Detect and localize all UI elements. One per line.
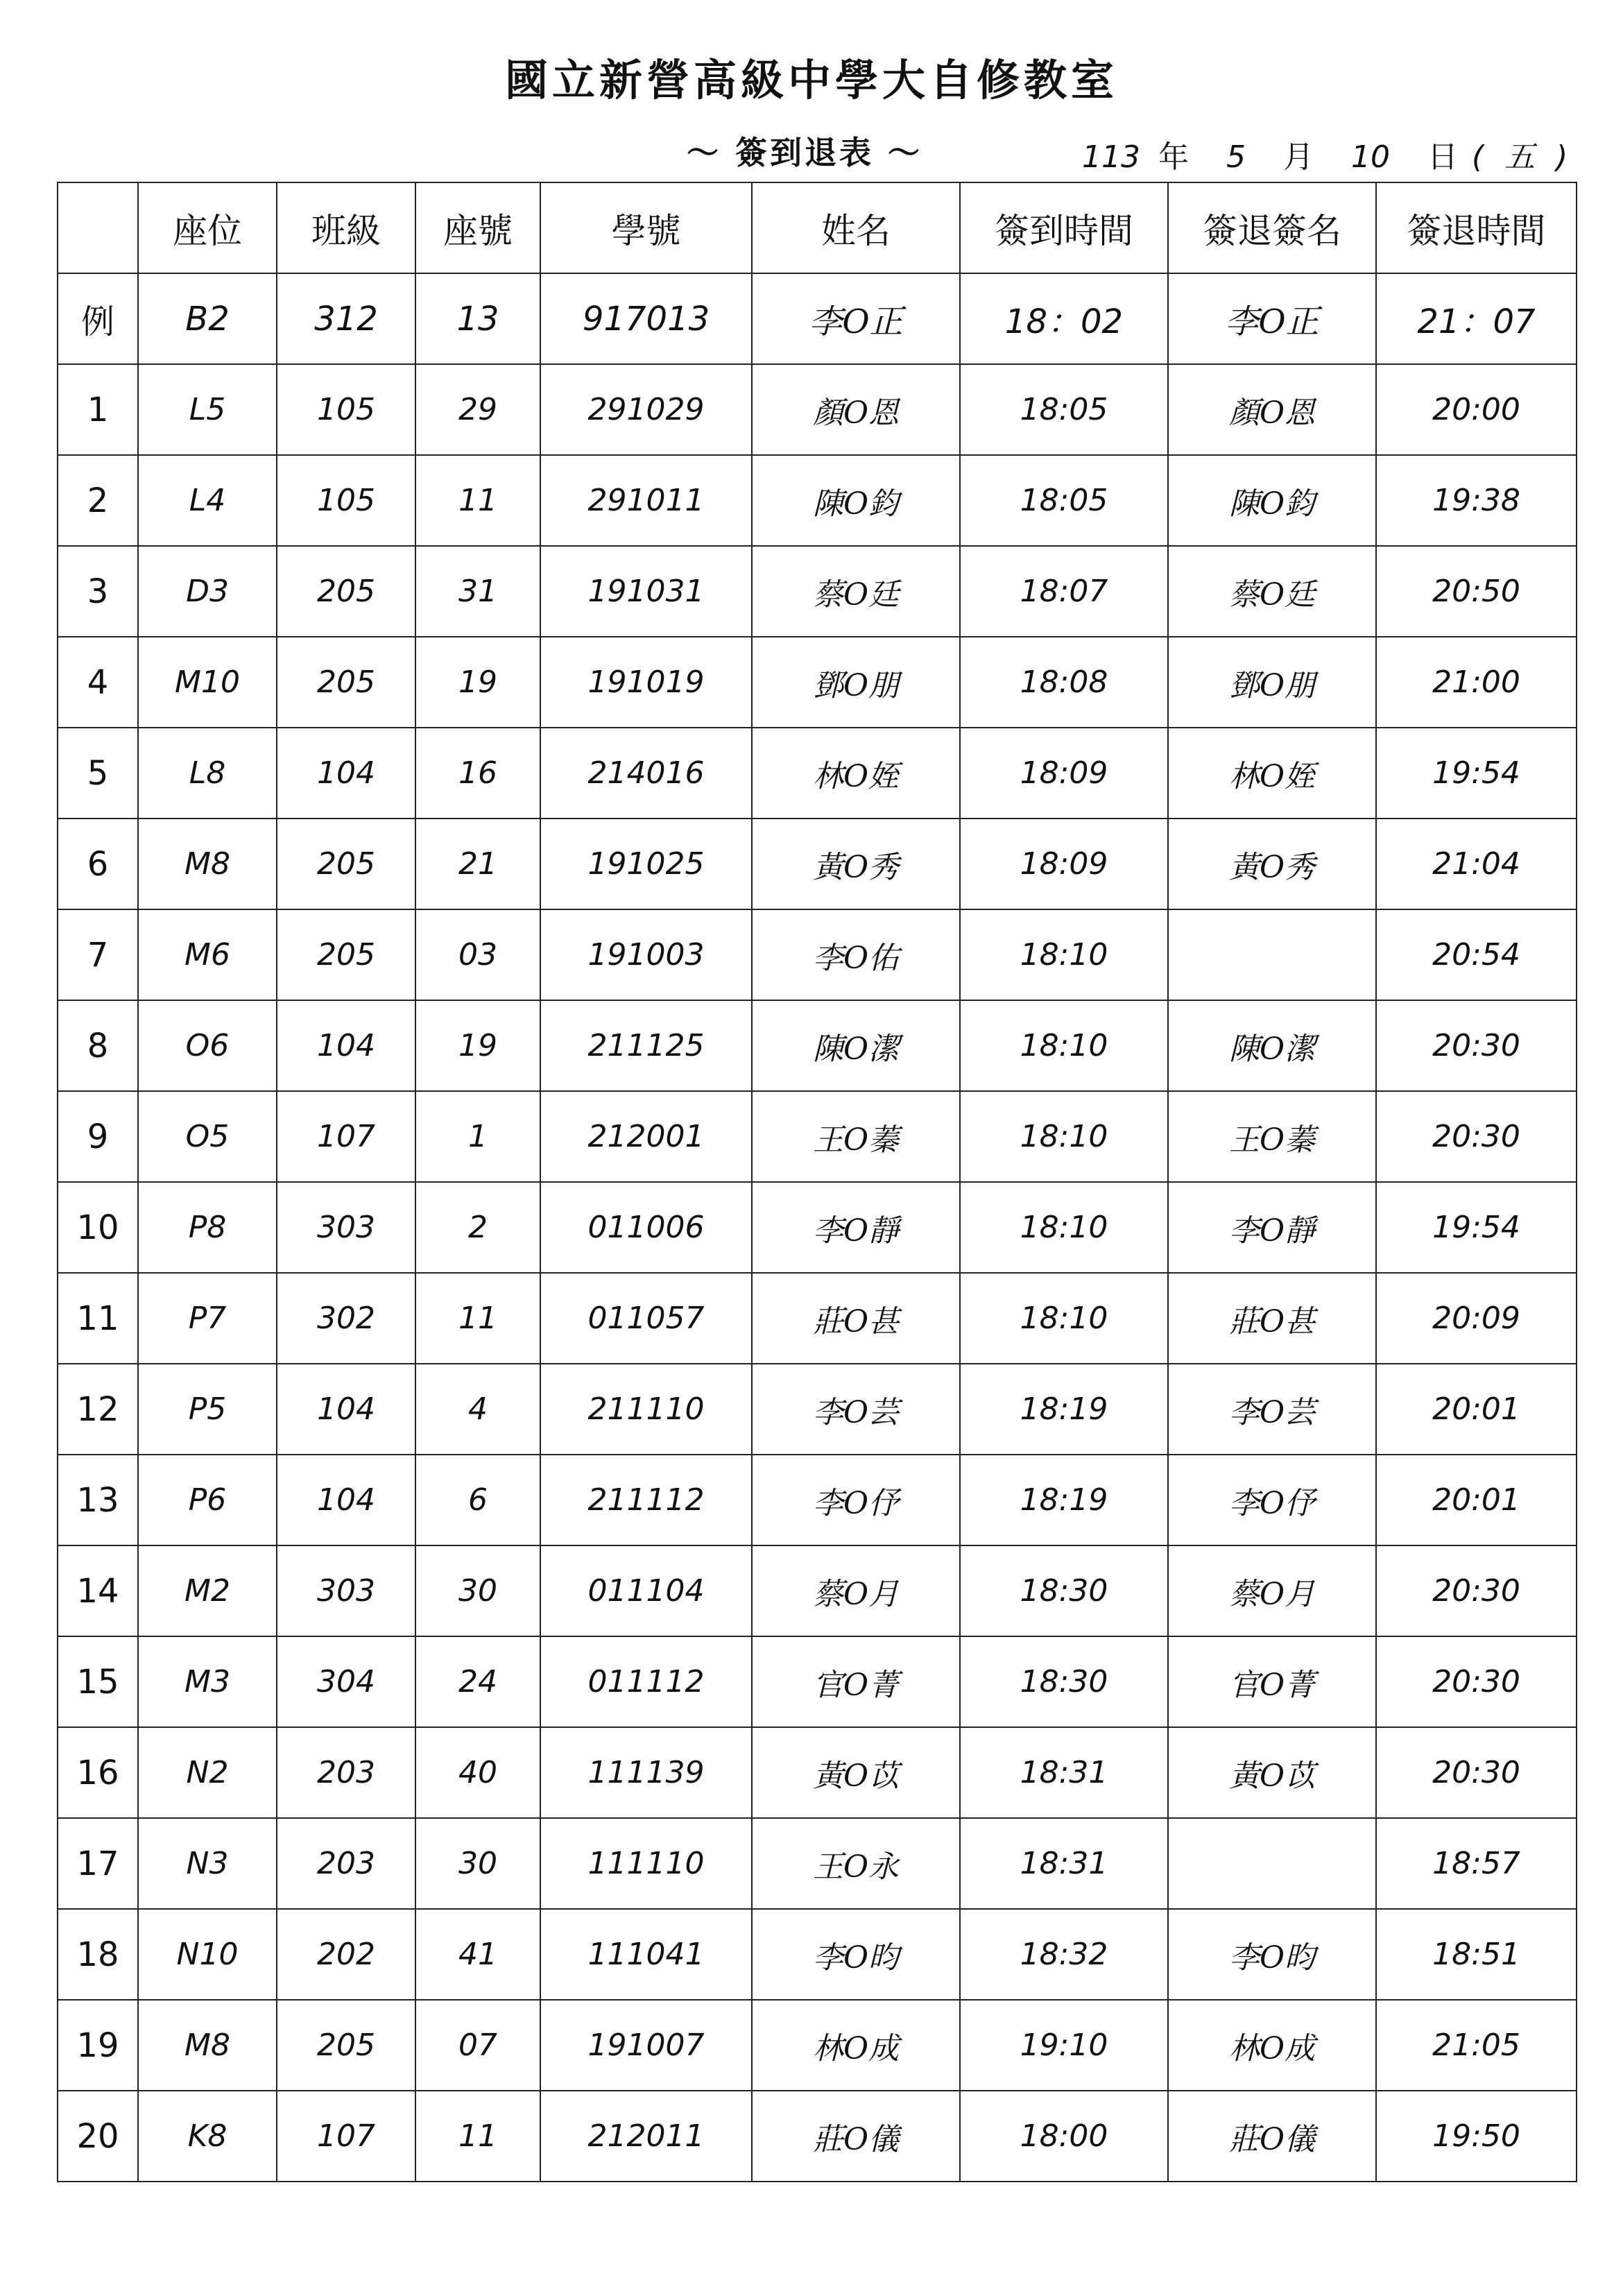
- cell-sign-out-signature: 陳O鈞: [1168, 455, 1376, 546]
- cell-seat: M2: [138, 1545, 277, 1636]
- cell-seat-number: 29: [415, 364, 540, 455]
- cell-seat: M10: [138, 637, 277, 728]
- date-month: 5: [1226, 139, 1246, 175]
- table-row: [58, 1545, 1577, 1636]
- cell-sign-in-time: 18:00: [960, 2091, 1168, 2182]
- cell-name: 李O正: [752, 273, 960, 364]
- cell-seat-number: 31: [415, 546, 540, 637]
- header-sign-out-time: 簽退時間: [1376, 182, 1577, 273]
- date-day: 10: [1350, 139, 1390, 175]
- header-sign-out-signature: 簽退簽名: [1168, 182, 1376, 273]
- header-seat: 座位: [138, 182, 277, 273]
- cell-sign-out-signature: 蔡O月: [1168, 1545, 1376, 1636]
- cell-name: 王O永: [752, 1818, 960, 1909]
- cell-sign-out-time: 21:05: [1376, 2000, 1577, 2091]
- cell-row-number: 11: [58, 1273, 138, 1364]
- table-row: [58, 637, 1577, 728]
- cell-sign-in-time: 18:10: [960, 1000, 1168, 1091]
- cell-sign-out-signature: 黃O苡: [1168, 1727, 1376, 1818]
- cell-class: 202: [277, 1909, 415, 2000]
- cell-sign-out-signature: 黃O秀: [1168, 819, 1376, 909]
- cell-student-id: 291011: [540, 455, 752, 546]
- table-row: [58, 909, 1577, 1000]
- cell-student-id: 917013: [540, 273, 752, 364]
- header-student-id: 學號: [540, 182, 752, 273]
- cell-seat: K8: [138, 2091, 277, 2182]
- cell-sign-out-time: 18:51: [1376, 1909, 1577, 2000]
- cell-student-id: 011006: [540, 1182, 752, 1273]
- cell-seat: P8: [138, 1182, 277, 1273]
- table-row: [58, 1636, 1577, 1727]
- date-day-unit: 日: [1427, 139, 1458, 175]
- cell-sign-out-signature: [1168, 909, 1376, 1000]
- sign-in-out-table: [57, 182, 1577, 2182]
- cell-class: 107: [277, 1091, 415, 1182]
- cell-sign-out-signature: 莊O甚: [1168, 1273, 1376, 1364]
- cell-student-id: 111139: [540, 1727, 752, 1818]
- table-header-row: [58, 182, 1577, 273]
- cell-name: 陳O潔: [752, 1000, 960, 1091]
- cell-row-number: 14: [58, 1545, 138, 1636]
- cell-seat-number: 6: [415, 1455, 540, 1545]
- cell-name: 黃O苡: [752, 1727, 960, 1818]
- cell-class: 205: [277, 637, 415, 728]
- cell-sign-out-time: 20:54: [1376, 909, 1577, 1000]
- table-row: [58, 1091, 1577, 1182]
- cell-sign-out-signature: 王O蓁: [1168, 1091, 1376, 1182]
- cell-sign-out-time: 20:30: [1376, 1091, 1577, 1182]
- date-year-unit: 年: [1158, 139, 1189, 175]
- cell-sign-out-signature: [1168, 1818, 1376, 1909]
- table-row: [58, 455, 1577, 546]
- cell-sign-in-time: 18:30: [960, 1636, 1168, 1727]
- cell-name: 顏O恩: [752, 364, 960, 455]
- cell-sign-out-time: 21:04: [1376, 819, 1577, 909]
- cell-sign-out-signature: 李O伃: [1168, 1455, 1376, 1545]
- cell-row-number: 例: [58, 273, 138, 364]
- table-row: [58, 1909, 1577, 2000]
- cell-sign-out-time: 19:54: [1376, 728, 1577, 819]
- cell-class: 303: [277, 1182, 415, 1273]
- cell-name: 李O佑: [752, 909, 960, 1000]
- cell-sign-out-time: 18:57: [1376, 1818, 1577, 1909]
- table-row: [58, 1455, 1577, 1545]
- cell-sign-out-signature: 蔡O廷: [1168, 546, 1376, 637]
- cell-seat: P7: [138, 1273, 277, 1364]
- cell-class: 203: [277, 1818, 415, 1909]
- cell-sign-out-time: 21：07: [1376, 273, 1577, 364]
- cell-seat: D3: [138, 546, 277, 637]
- cell-seat-number: 24: [415, 1636, 540, 1727]
- cell-seat-number: 03: [415, 909, 540, 1000]
- cell-row-number: 7: [58, 909, 138, 1000]
- cell-row-number: 5: [58, 728, 138, 819]
- cell-sign-in-time: 18:10: [960, 909, 1168, 1000]
- cell-student-id: 212011: [540, 2091, 752, 2182]
- cell-seat-number: 21: [415, 819, 540, 909]
- form-date: [1082, 132, 1588, 176]
- cell-sign-out-time: 20:30: [1376, 1727, 1577, 1818]
- cell-row-number: 1: [58, 364, 138, 455]
- cell-seat-number: 2: [415, 1182, 540, 1273]
- cell-seat: M6: [138, 909, 277, 1000]
- cell-row-number: 15: [58, 1636, 138, 1727]
- table-row: [58, 1727, 1577, 1818]
- table-row: [58, 819, 1577, 909]
- cell-class: 105: [277, 455, 415, 546]
- cell-sign-in-time: 18:10: [960, 1091, 1168, 1182]
- cell-name: 官O菁: [752, 1636, 960, 1727]
- cell-class: 104: [277, 728, 415, 819]
- cell-sign-out-signature: 鄧O朋: [1168, 637, 1376, 728]
- cell-student-id: 191003: [540, 909, 752, 1000]
- cell-row-number: 17: [58, 1818, 138, 1909]
- cell-class: 304: [277, 1636, 415, 1727]
- cell-student-id: 214016: [540, 728, 752, 819]
- cell-name: 陳O鈞: [752, 455, 960, 546]
- cell-class: 203: [277, 1727, 415, 1818]
- cell-seat-number: 40: [415, 1727, 540, 1818]
- cell-sign-in-time: 18:19: [960, 1364, 1168, 1455]
- cell-sign-in-time: 18:10: [960, 1273, 1168, 1364]
- table-row: [58, 2000, 1577, 2091]
- cell-row-number: 3: [58, 546, 138, 637]
- cell-name: 黃O秀: [752, 819, 960, 909]
- cell-student-id: 191025: [540, 819, 752, 909]
- cell-sign-in-time: 18：02: [960, 273, 1168, 364]
- cell-sign-out-time: 20:00: [1376, 364, 1577, 455]
- table-row: [58, 364, 1577, 455]
- cell-sign-out-signature: 李O靜: [1168, 1182, 1376, 1273]
- cell-class: 104: [277, 1364, 415, 1455]
- table-row: [58, 546, 1577, 637]
- cell-sign-out-signature: 官O菁: [1168, 1636, 1376, 1727]
- cell-sign-in-time: 18:31: [960, 1818, 1168, 1909]
- cell-row-number: 12: [58, 1364, 138, 1455]
- cell-name: 林O成: [752, 2000, 960, 2091]
- cell-name: 李O伃: [752, 1455, 960, 1545]
- cell-seat-number: 11: [415, 1273, 540, 1364]
- cell-sign-out-time: 20:09: [1376, 1273, 1577, 1364]
- cell-sign-out-signature: 李O昀: [1168, 1909, 1376, 2000]
- cell-class: 205: [277, 2000, 415, 2091]
- cell-class: 107: [277, 2091, 415, 2182]
- cell-name: 蔡O廷: [752, 546, 960, 637]
- cell-seat: B2: [138, 273, 277, 364]
- cell-student-id: 211112: [540, 1455, 752, 1545]
- cell-sign-in-time: 18:08: [960, 637, 1168, 728]
- cell-seat: N2: [138, 1727, 277, 1818]
- cell-class: 104: [277, 1000, 415, 1091]
- cell-row-number: 20: [58, 2091, 138, 2182]
- cell-seat-number: 07: [415, 2000, 540, 2091]
- cell-seat: L4: [138, 455, 277, 546]
- cell-seat-number: 13: [415, 273, 540, 364]
- cell-student-id: 212001: [540, 1091, 752, 1182]
- cell-row-number: 2: [58, 455, 138, 546]
- cell-seat-number: 11: [415, 2091, 540, 2182]
- cell-sign-in-time: 18:05: [960, 455, 1168, 546]
- cell-sign-out-signature: 林O成: [1168, 2000, 1376, 2091]
- page-title: 國立新營高級中學大自修教室: [504, 55, 1118, 105]
- cell-row-number: 6: [58, 819, 138, 909]
- cell-sign-in-time: 19:10: [960, 2000, 1168, 2091]
- cell-class: 303: [277, 1545, 415, 1636]
- cell-class: 302: [277, 1273, 415, 1364]
- cell-seat-number: 19: [415, 637, 540, 728]
- cell-seat: O6: [138, 1000, 277, 1091]
- cell-row-number: 19: [58, 2000, 138, 2091]
- cell-sign-in-time: 18:30: [960, 1545, 1168, 1636]
- table-row: [58, 2091, 1577, 2182]
- cell-student-id: 191019: [540, 637, 752, 728]
- cell-sign-in-time: 18:31: [960, 1727, 1168, 1818]
- table-row: [58, 1000, 1577, 1091]
- cell-row-number: 18: [58, 1909, 138, 2000]
- cell-row-number: 13: [58, 1455, 138, 1545]
- cell-row-number: 9: [58, 1091, 138, 1182]
- cell-seat: M8: [138, 2000, 277, 2091]
- header-seat-number: 座號: [415, 182, 540, 273]
- cell-sign-in-time: 18:32: [960, 1909, 1168, 2000]
- cell-seat: P6: [138, 1455, 277, 1545]
- cell-student-id: 191031: [540, 546, 752, 637]
- cell-sign-out-time: 20:30: [1376, 1545, 1577, 1636]
- cell-student-id: 111041: [540, 1909, 752, 2000]
- date-month-unit: 月: [1282, 139, 1314, 175]
- table-row: [58, 728, 1577, 819]
- cell-sign-out-time: 20:01: [1376, 1364, 1577, 1455]
- cell-student-id: 291029: [540, 364, 752, 455]
- cell-sign-in-time: 18:05: [960, 364, 1168, 455]
- cell-student-id: 211110: [540, 1364, 752, 1455]
- cell-seat: N10: [138, 1909, 277, 2000]
- cell-seat-number: 19: [415, 1000, 540, 1091]
- cell-name: 莊O儀: [752, 2091, 960, 2182]
- cell-student-id: 011104: [540, 1545, 752, 1636]
- cell-name: 鄧O朋: [752, 637, 960, 728]
- cell-name: 李O芸: [752, 1364, 960, 1455]
- cell-seat: M8: [138, 819, 277, 909]
- header-class: 班級: [277, 182, 415, 273]
- table-row: [58, 1273, 1577, 1364]
- cell-seat-number: 41: [415, 1909, 540, 2000]
- cell-sign-in-time: 18:09: [960, 728, 1168, 819]
- cell-student-id: 191007: [540, 2000, 752, 2091]
- cell-class: 104: [277, 1455, 415, 1545]
- cell-seat: P5: [138, 1364, 277, 1455]
- cell-row-number: 4: [58, 637, 138, 728]
- cell-sign-out-time: 21:00: [1376, 637, 1577, 728]
- date-weekday: (五): [1471, 139, 1589, 175]
- cell-student-id: 011112: [540, 1636, 752, 1727]
- cell-name: 王O蓁: [752, 1091, 960, 1182]
- header-name: 姓名: [752, 182, 960, 273]
- cell-class: 205: [277, 546, 415, 637]
- cell-seat: M3: [138, 1636, 277, 1727]
- cell-student-id: 211125: [540, 1000, 752, 1091]
- cell-row-number: 16: [58, 1727, 138, 1818]
- cell-seat-number: 16: [415, 728, 540, 819]
- cell-row-number: 10: [58, 1182, 138, 1273]
- table-row: [58, 1818, 1577, 1909]
- cell-class: 312: [277, 273, 415, 364]
- example-row: [58, 273, 1577, 364]
- cell-sign-out-signature: 李O芸: [1168, 1364, 1376, 1455]
- table-row: [58, 1182, 1577, 1273]
- cell-sign-out-time: 20:01: [1376, 1455, 1577, 1545]
- date-year: 113: [1082, 139, 1140, 175]
- cell-sign-out-signature: 顏O恩: [1168, 364, 1376, 455]
- cell-seat: O5: [138, 1091, 277, 1182]
- cell-sign-out-time: 19:54: [1376, 1182, 1577, 1273]
- cell-seat-number: 30: [415, 1545, 540, 1636]
- cell-sign-in-time: 18:09: [960, 819, 1168, 909]
- cell-seat-number: 4: [415, 1364, 540, 1455]
- cell-name: 莊O甚: [752, 1273, 960, 1364]
- cell-sign-out-time: 19:50: [1376, 2091, 1577, 2182]
- cell-class: 105: [277, 364, 415, 455]
- cell-sign-out-time: 19:38: [1376, 455, 1577, 546]
- cell-name: 林O姪: [752, 728, 960, 819]
- cell-seat-number: 11: [415, 455, 540, 546]
- cell-seat: N3: [138, 1818, 277, 1909]
- cell-sign-out-signature: 李O正: [1168, 273, 1376, 364]
- cell-sign-out-signature: 陳O潔: [1168, 1000, 1376, 1091]
- cell-seat: L8: [138, 728, 277, 819]
- cell-sign-out-time: 20:30: [1376, 1636, 1577, 1727]
- header-cell: [58, 182, 138, 273]
- cell-seat-number: 30: [415, 1818, 540, 1909]
- cell-sign-out-time: 20:30: [1376, 1000, 1577, 1091]
- cell-name: 蔡O月: [752, 1545, 960, 1636]
- cell-name: 李O靜: [752, 1182, 960, 1273]
- cell-sign-in-time: 18:07: [960, 546, 1168, 637]
- cell-name: 李O昀: [752, 1909, 960, 2000]
- cell-student-id: 011057: [540, 1273, 752, 1364]
- header-sign-in-time: 簽到時間: [960, 182, 1168, 273]
- cell-sign-in-time: 18:19: [960, 1455, 1168, 1545]
- cell-sign-out-time: 20:50: [1376, 546, 1577, 637]
- cell-student-id: 111110: [540, 1818, 752, 1909]
- cell-sign-out-signature: 莊O儀: [1168, 2091, 1376, 2182]
- form-subtitle: ～ 簽到退表 ～: [687, 134, 923, 171]
- cell-class: 205: [277, 819, 415, 909]
- cell-sign-in-time: 18:10: [960, 1182, 1168, 1273]
- cell-row-number: 8: [58, 1000, 138, 1091]
- table-row: [58, 1364, 1577, 1455]
- cell-seat: L5: [138, 364, 277, 455]
- cell-seat-number: 1: [415, 1091, 540, 1182]
- cell-sign-out-signature: 林O姪: [1168, 728, 1376, 819]
- cell-class: 205: [277, 909, 415, 1000]
